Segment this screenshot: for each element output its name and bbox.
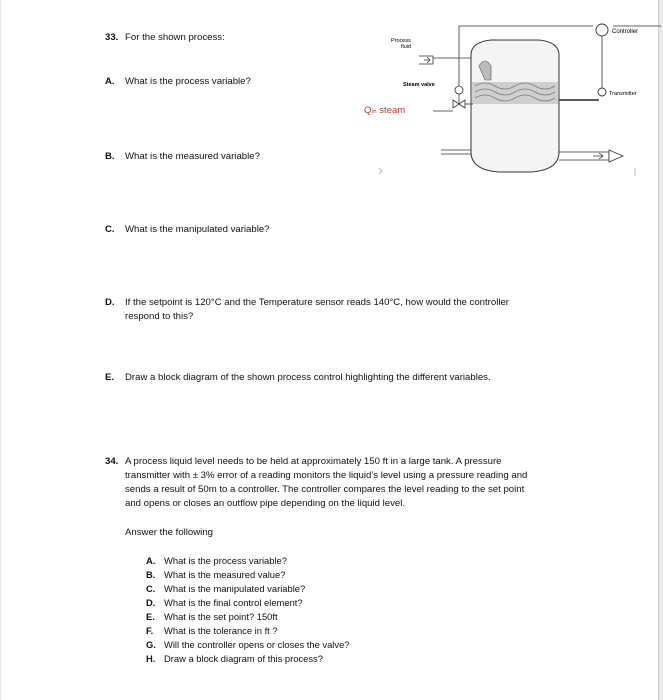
q33-number: 33. bbox=[105, 32, 119, 43]
valve-actuator-icon bbox=[455, 86, 463, 94]
q34-number bbox=[105, 455, 118, 468]
q33-part-c-label: C. bbox=[105, 224, 115, 235]
q34-item-a-text: What is the process variable? bbox=[164, 555, 287, 566]
transmitter-label: Transmitter bbox=[609, 91, 637, 97]
q33-part-d-label: D. bbox=[105, 297, 115, 308]
q33-heading bbox=[105, 31, 225, 44]
q34-item-d bbox=[146, 596, 303, 609]
q-in-steam-label: Qᵢₙ steam bbox=[364, 105, 406, 116]
q33-part-d-text: If the setpoint is 120°C and the Temperature sensor reads 140°C, how would the controller bbox=[125, 297, 510, 308]
q34-item-h-label: H. bbox=[146, 653, 156, 664]
q33-part-a-text: What is the process variable? bbox=[125, 76, 251, 87]
q34-item-e-label: E. bbox=[146, 611, 155, 622]
tank bbox=[471, 40, 559, 172]
q33-title: For the shown process: bbox=[125, 32, 225, 43]
q34-paragraph-line-1: A process liquid level needs to be held at approximately 150 ft in a large tank. A pressure bbox=[125, 456, 502, 467]
controller-circle bbox=[596, 24, 608, 36]
q34-item-d-text: What is the final control element? bbox=[164, 597, 303, 608]
q33-part-c-text: What is the manipulated variable? bbox=[125, 224, 270, 235]
q34-item-c bbox=[146, 582, 305, 595]
q34-item-e-text: What is the set point? 150ft bbox=[164, 611, 278, 622]
q34-item-d-label: D. bbox=[146, 597, 156, 608]
q34-answer-prompt: Answer the following bbox=[125, 527, 213, 538]
q33-part-b-text: What is the measured variable? bbox=[125, 151, 260, 162]
outlet-arrow-icon bbox=[609, 150, 623, 162]
q33-part-e-text: Draw a block diagram of the shown process control highlighting the different variables. bbox=[125, 372, 491, 383]
q33-part-b-label: B. bbox=[105, 151, 115, 162]
q33-part-a-label: A. bbox=[105, 76, 115, 87]
q33-part-e-label: E. bbox=[105, 372, 115, 383]
q34-item-e bbox=[146, 610, 278, 623]
q34-item-c-text: What is the manipulated variable? bbox=[164, 583, 306, 594]
q34-item-f-label: F. bbox=[146, 625, 154, 636]
q34-item-g bbox=[146, 638, 350, 651]
q34-item-b-label: B. bbox=[146, 569, 156, 580]
bottom-outlet-pipe bbox=[441, 150, 471, 154]
q33-part-d-continued: respond to this? bbox=[125, 311, 194, 322]
transmitter-circle bbox=[598, 88, 606, 96]
q34-item-h-text: Draw a block diagram of this process? bbox=[164, 653, 323, 664]
q34-item-f bbox=[146, 624, 278, 637]
cursor-mark-icon bbox=[379, 168, 382, 174]
q34-item-b-text: What is the measured value? bbox=[164, 569, 286, 580]
process-fluid-label-line2: fluid bbox=[401, 44, 412, 50]
q34-paragraph-line-4: and opens or closes an outflow pipe depending on the liquid level. bbox=[125, 498, 406, 509]
q34-item-f-text: What is the tolerance in ft ? bbox=[164, 625, 278, 636]
q34-item-g-text: Will the controller opens or closes the valve? bbox=[164, 639, 350, 650]
q33-part-e bbox=[105, 371, 491, 384]
q34-paragraph-line-2: transmitter with ± 3% error of a reading monitors the liquid’s level using a pressure reading and bbox=[125, 470, 528, 481]
flow-arrow-icon bbox=[593, 153, 603, 159]
q34-item-g-label: G. bbox=[146, 639, 156, 650]
q34-item-h bbox=[146, 652, 323, 665]
q34-number-label: 34. bbox=[105, 456, 119, 467]
q34-item-b bbox=[146, 568, 285, 581]
q33-part-d bbox=[105, 296, 509, 309]
controller-label: Controller bbox=[612, 29, 639, 35]
q33-part-c bbox=[105, 223, 270, 236]
q34-paragraph-line-3: sends a result of 50m to a controller. The controller compares the level reading to the set point bbox=[125, 484, 525, 495]
process-fluid-arrow-icon bbox=[424, 57, 430, 63]
q34-item-a-label: A. bbox=[146, 555, 156, 566]
q34-item-c-label: C. bbox=[146, 583, 156, 594]
document-page bbox=[1, 0, 659, 700]
steam-valve-label: Steam valve bbox=[403, 82, 435, 88]
q33-part-b bbox=[105, 150, 260, 163]
process-diagram bbox=[361, 20, 661, 185]
process-fluid-label-line1: Process bbox=[391, 38, 411, 44]
q34-item-a bbox=[146, 554, 287, 567]
q33-part-a bbox=[105, 75, 251, 88]
